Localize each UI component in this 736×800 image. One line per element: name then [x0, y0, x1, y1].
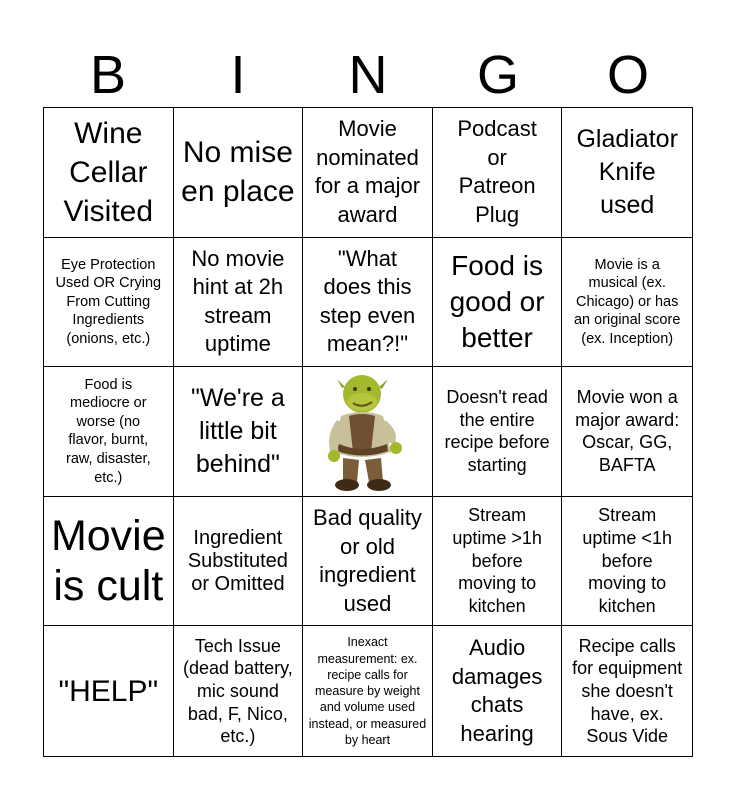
bingo-cell[interactable]	[303, 108, 433, 238]
cell-text: Gladiator Knife used	[576, 124, 678, 219]
bingo-cell[interactable]	[562, 108, 692, 238]
header-letter-b: B	[89, 45, 127, 105]
ogre-character-icon	[325, 370, 409, 494]
cell-text: No movie hint at 2h stream uptime	[191, 245, 285, 357]
cell-text: "What does this step even mean?!"	[319, 245, 416, 357]
bingo-cell[interactable]	[433, 497, 563, 627]
cell-text: Audio damages chats hearing	[451, 635, 543, 746]
header-letter-g: G	[476, 45, 519, 105]
bingo-cell[interactable]	[174, 497, 304, 627]
header-letter-n: N	[348, 45, 388, 105]
cell-text: "We're a little bit behind"	[191, 383, 285, 478]
bingo-cell[interactable]	[174, 238, 304, 368]
cell-text: Movie is cult	[50, 511, 166, 611]
cell-text: Wine Cellar Visited	[63, 116, 154, 228]
bingo-cell[interactable]	[433, 626, 563, 756]
bingo-cell[interactable]	[433, 238, 563, 368]
cell-text: Recipe calls for equipment she doesn't have, ex. Sous Vide	[572, 635, 683, 747]
bingo-cell[interactable]	[44, 238, 174, 368]
bingo-free-space[interactable]	[303, 367, 433, 497]
cell-text: Ingredient Substituted or Omitted	[187, 526, 288, 595]
bingo-cell[interactable]	[174, 108, 304, 238]
bingo-cell[interactable]	[303, 497, 433, 627]
cell-text: Eye Protection Used OR Crying From Cutting Ingredients (onions, etc.)	[55, 256, 162, 347]
cell-text: Stream uptime >1h before moving to kitchen	[452, 505, 542, 617]
header-letter-o: O	[606, 45, 649, 105]
bingo-cell[interactable]	[44, 497, 174, 627]
cell-text: Movie is a musical (ex. Chicago) or has an original score (ex. Inception)	[573, 256, 681, 347]
bingo-cell[interactable]	[562, 238, 692, 368]
bingo-cell[interactable]	[303, 238, 433, 368]
bingo-cell[interactable]	[433, 367, 563, 497]
bingo-cell[interactable]	[174, 626, 304, 756]
cell-text: Bad quality or old ingredient used	[313, 504, 422, 616]
bingo-header	[43, 42, 693, 108]
bingo-cell[interactable]	[174, 367, 304, 497]
bingo-board	[43, 107, 693, 757]
cell-text: No mise en place	[181, 136, 295, 209]
cell-text: Tech Issue (dead battery, mic sound bad, F, Nico, etc.)	[183, 635, 293, 747]
cell-text: Food is mediocre or worse (no flavor, burnt, raw, disaster, etc.)	[65, 376, 151, 486]
bingo-cell[interactable]	[44, 626, 174, 756]
bingo-cell[interactable]	[44, 367, 174, 497]
cell-text: Movie won a major award: Oscar, GG, BAFTA	[575, 387, 680, 476]
header-letter-i: I	[230, 45, 246, 105]
bingo-cell[interactable]	[562, 367, 692, 497]
bingo-cell[interactable]	[303, 626, 433, 756]
cell-text: Movie nominated for a major award	[314, 116, 421, 227]
cell-text: Doesn't read the entire recipe before starting	[444, 387, 550, 476]
bingo-cell[interactable]	[433, 108, 563, 238]
bingo-cell[interactable]	[562, 497, 692, 627]
cell-text: Stream uptime <1h before moving to kitchen	[582, 505, 672, 617]
bingo-cell[interactable]	[562, 626, 692, 756]
cell-text: Inexact measurement: ex. recipe calls for measure by weight and volume used instead, or measured by heart	[308, 635, 427, 747]
cell-text: Food is good or better	[449, 250, 545, 353]
cell-text: Podcast or Patreon Plug	[457, 116, 537, 227]
cell-text: "HELP"	[58, 674, 159, 708]
bingo-cell[interactable]	[44, 108, 174, 238]
